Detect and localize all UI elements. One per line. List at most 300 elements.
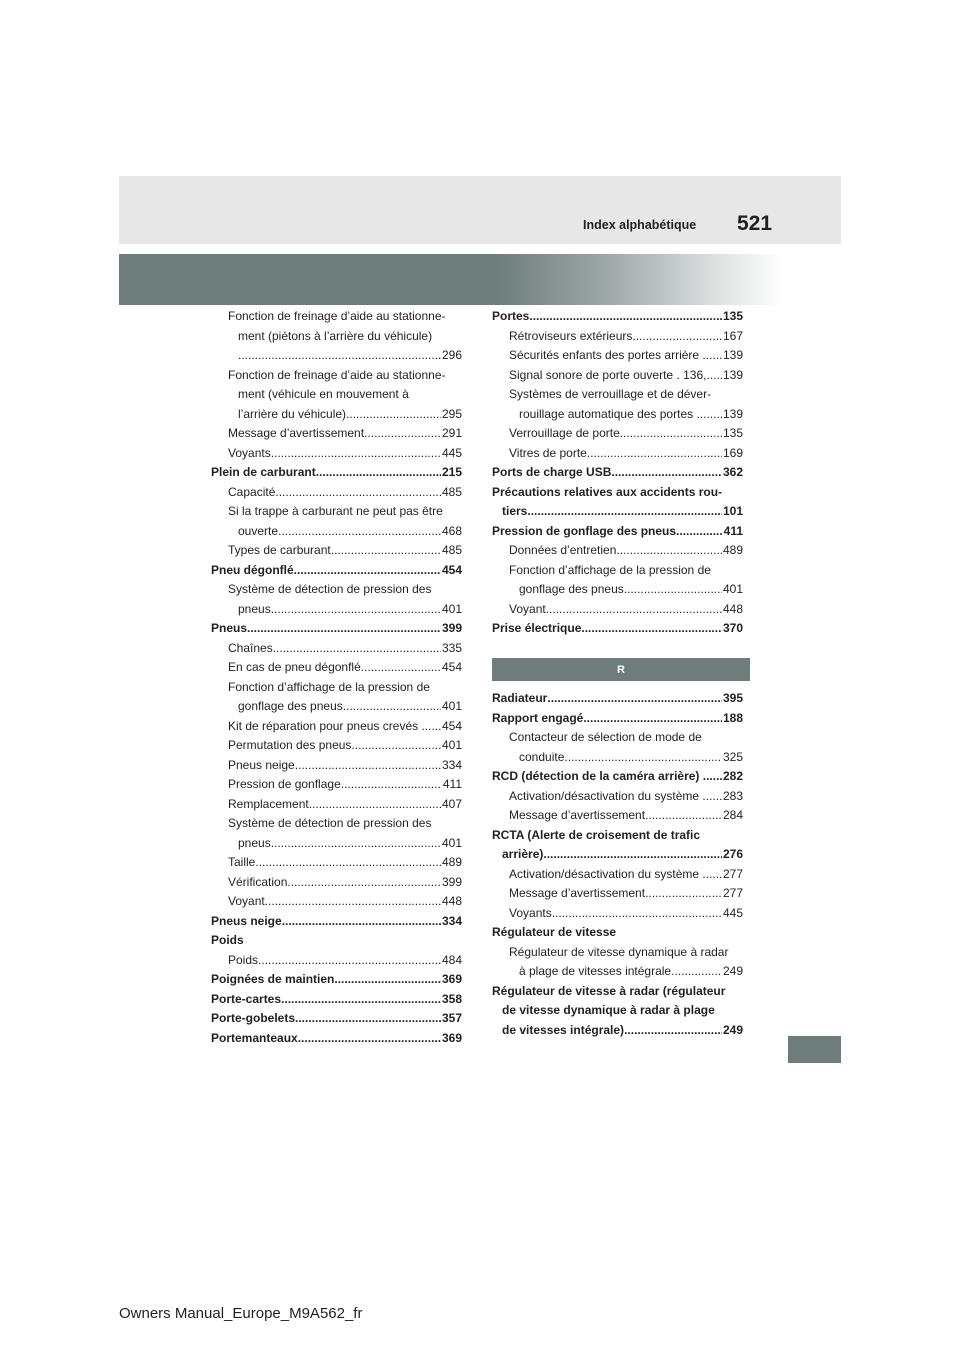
index-entry-line-last xyxy=(492,1021,743,1041)
index-entry-line-last xyxy=(228,346,462,366)
leader-dots xyxy=(361,658,441,678)
index-entry-text: Fonction d’affichage de la pression de xyxy=(509,562,711,577)
index-entry-text: l’arrière du véhicule) xyxy=(238,406,347,421)
index-entry xyxy=(211,1029,462,1049)
index-entry-line-last xyxy=(509,327,743,347)
index-entry-line xyxy=(492,1001,743,1021)
leader-dots xyxy=(247,619,441,639)
leader-dots xyxy=(671,962,722,982)
index-entry-text: RCTA (Alerte de croisement de trafic xyxy=(492,827,701,842)
index-entry-text: conduite xyxy=(519,749,565,764)
index-page-ref[interactable]: 325 xyxy=(722,749,743,764)
index-page-ref[interactable]: 411 xyxy=(442,777,462,791)
index-page-ref[interactable]: 489 xyxy=(441,855,462,869)
index-entry-text: Permutation des pneus xyxy=(228,738,352,752)
index-page-ref[interactable]: 139 xyxy=(722,406,743,421)
index-entry-text: Vérification xyxy=(228,874,288,889)
leader-dots xyxy=(527,502,722,522)
index-entry xyxy=(211,658,462,678)
index-entry-line-last xyxy=(228,795,462,815)
leader-dots xyxy=(611,463,722,483)
index-entry-line-last xyxy=(492,522,743,542)
index-entry-line xyxy=(492,483,743,503)
index-entry-line-last xyxy=(509,366,743,386)
index-page-ref[interactable]: 135 xyxy=(722,309,743,323)
index-entry-line-last xyxy=(211,931,462,951)
index-entry-line-last xyxy=(228,736,462,756)
index-entry-line-last xyxy=(492,502,743,522)
index-entry-line-last xyxy=(228,522,462,542)
index-page-ref[interactable]: 401 xyxy=(722,582,743,596)
index-entry xyxy=(492,483,743,522)
index-entry xyxy=(211,775,462,795)
index-column-left xyxy=(211,307,462,1048)
header-gradient-bar xyxy=(119,254,841,305)
index-entry-line xyxy=(228,580,462,600)
index-entry-text: Prise électrique xyxy=(492,621,582,635)
index-entry xyxy=(492,728,743,767)
index-page-ref[interactable]: 454 xyxy=(441,562,462,577)
leader-dots xyxy=(583,709,722,729)
leader-dots xyxy=(564,748,722,768)
index-page-ref[interactable]: 215 xyxy=(441,465,462,479)
leader-dots xyxy=(334,970,441,990)
index-entry xyxy=(211,717,462,737)
index-entry xyxy=(211,561,462,581)
index-entry xyxy=(492,385,743,424)
index-page-ref[interactable]: 489 xyxy=(722,543,743,557)
index-entry-line-last xyxy=(509,444,743,464)
leader-dots xyxy=(547,689,722,709)
index-entry xyxy=(211,444,462,464)
index-page-ref[interactable]: 448 xyxy=(441,894,462,908)
index-entry-line-last xyxy=(228,483,462,503)
index-entry-line-last xyxy=(509,346,743,366)
index-entry xyxy=(492,709,743,729)
index-entry-line-last xyxy=(211,619,462,639)
index-page-ref[interactable]: 401 xyxy=(441,601,462,616)
index-entry xyxy=(492,541,743,561)
index-entry xyxy=(492,444,743,464)
index-page-ref[interactable]: 167 xyxy=(722,328,743,343)
index-page-ref[interactable]: 445 xyxy=(441,445,462,460)
index-column-right-top xyxy=(492,307,743,639)
index-entry xyxy=(211,756,462,776)
leader-dots xyxy=(295,1009,441,1029)
leader-dots xyxy=(309,795,441,815)
index-entry xyxy=(492,787,743,807)
index-entry-line-last xyxy=(211,561,462,581)
index-entry-text: Fonction d’affichage de la pression de xyxy=(228,679,430,694)
index-entry xyxy=(211,736,462,756)
leader-dots xyxy=(425,717,441,737)
index-page-ref[interactable]: 448 xyxy=(722,601,743,616)
index-entry-text: Régulateur de vitesse xyxy=(492,925,617,939)
index-page-ref[interactable]: 296 xyxy=(441,348,462,362)
index-entry-text: Vitres de porte xyxy=(509,445,587,460)
index-page-ref[interactable]: 401 xyxy=(441,738,462,752)
index-entry-text: Si la trappe à carburant ne peut pas être xyxy=(228,504,443,518)
index-entry xyxy=(492,865,743,885)
index-entry-line-last xyxy=(228,405,462,425)
index-entry-text: Porte-cartes xyxy=(211,991,282,1006)
index-entry-line-last xyxy=(228,639,462,659)
index-entry xyxy=(211,795,462,815)
index-entry-line-last xyxy=(492,767,743,787)
leader-dots xyxy=(581,619,722,639)
leader-dots xyxy=(645,884,722,904)
index-entry xyxy=(211,424,462,444)
index-entry xyxy=(211,1009,462,1029)
index-entry-line xyxy=(228,385,462,405)
index-entry-text: Régulateur de vitesse à radar (régulateur xyxy=(492,983,726,998)
index-entry-text: Systèmes de verrouillage et de déver- xyxy=(509,387,712,401)
index-entry xyxy=(211,970,462,990)
index-page-ref[interactable]: 249 xyxy=(722,1022,743,1037)
index-entry-text: Activation/désactivation du système . xyxy=(509,866,706,881)
index-entry-line xyxy=(228,307,462,327)
leader-dots xyxy=(706,366,722,386)
index-page-ref[interactable]: 283 xyxy=(722,788,743,803)
index-entry-line-last xyxy=(228,834,462,854)
index-entry-line-last xyxy=(228,951,462,971)
index-page-ref[interactable]: 468 xyxy=(441,523,462,538)
index-entry xyxy=(492,424,743,444)
index-entry-text: Poids xyxy=(211,933,244,947)
index-page-ref[interactable]: 370 xyxy=(722,621,743,635)
index-entry-line-last xyxy=(228,697,462,717)
leader-dots xyxy=(273,639,441,659)
index-entry xyxy=(492,943,743,982)
index-entry-line xyxy=(228,814,462,834)
index-entry-line-last xyxy=(228,444,462,464)
index-entry-text: Voyant xyxy=(228,894,265,908)
footer-manual-id: Owners Manual_Europe_M9A562_fr xyxy=(119,1305,363,1322)
index-entry-line-last xyxy=(492,845,743,865)
index-entry-line xyxy=(492,982,743,1002)
index-entry-line-last xyxy=(228,658,462,678)
index-entry-text: Chaînes xyxy=(228,640,273,655)
index-entry xyxy=(492,826,743,865)
leader-dots xyxy=(706,787,722,807)
leader-dots xyxy=(282,912,441,932)
leader-dots xyxy=(278,522,441,542)
index-entry xyxy=(211,541,462,561)
index-entry-text: gonflage des pneus xyxy=(238,699,343,713)
leader-dots xyxy=(346,405,441,425)
index-entry-text: tiers xyxy=(502,504,528,518)
index-entry-text: Système de détection de pression des xyxy=(228,582,432,596)
index-entry-line xyxy=(509,943,743,963)
index-entry-text: Fonction de freinage d’aide au stationne- xyxy=(228,309,446,323)
index-entry-line-last xyxy=(228,717,462,737)
index-entry-text: Pneus neige xyxy=(228,757,295,772)
index-entry xyxy=(211,463,462,483)
index-entry-text: Remplacement xyxy=(228,796,309,811)
index-entry-line-last xyxy=(509,865,743,885)
index-entry xyxy=(492,463,743,483)
index-page-ref[interactable]: 399 xyxy=(441,621,462,635)
index-entry-text: Message d’avertissement xyxy=(509,886,646,900)
leader-dots xyxy=(287,873,441,893)
index-entry-line xyxy=(509,728,743,748)
index-entry-text: Sécurités enfants des portes arrière . xyxy=(509,348,706,362)
leader-dots xyxy=(543,845,722,865)
index-entry xyxy=(211,912,462,932)
index-page-ref[interactable]: 485 xyxy=(441,484,462,499)
index-entry xyxy=(211,502,462,541)
index-entry xyxy=(492,904,743,924)
index-entry xyxy=(492,561,743,600)
leader-dots xyxy=(587,444,722,464)
leader-dots xyxy=(632,327,722,347)
index-entry-text: Données d’entretien xyxy=(509,543,617,557)
leader-dots xyxy=(265,892,441,912)
index-entry xyxy=(492,307,743,327)
index-page-ref[interactable]: 249 xyxy=(722,964,743,978)
index-entry-text: Types de carburant xyxy=(228,543,331,557)
index-entry-line-last xyxy=(228,853,462,873)
index-entry-line-last xyxy=(211,1009,462,1029)
index-entry-text: Contacteur de sélection de mode de xyxy=(509,730,702,744)
index-entry-text: gonflage des pneus xyxy=(519,582,624,596)
index-column-right-bottom xyxy=(492,689,743,1040)
index-entry-text: Portes xyxy=(492,309,530,323)
leader-dots xyxy=(294,561,441,581)
leader-dots xyxy=(624,1021,722,1041)
index-page-ref[interactable]: 335 xyxy=(441,640,462,655)
index-entry-text: Signal sonore de porte ouverte . 136, xyxy=(509,367,707,382)
index-entry-text: Pneu dégonflé xyxy=(211,562,294,577)
index-entry-text: Activation/désactivation du système . xyxy=(509,788,706,803)
leader-dots xyxy=(316,463,441,483)
section-title: Index alphabétique xyxy=(583,218,697,232)
leader-dots xyxy=(271,444,441,464)
index-entry-text: arrière) xyxy=(502,847,544,861)
index-page-ref[interactable]: 401 xyxy=(441,835,462,850)
leader-dots xyxy=(351,736,441,756)
index-entry-text: Plein de carburant xyxy=(211,465,316,479)
index-entry-text: Ports de charge USB xyxy=(492,465,612,479)
index-entry xyxy=(492,366,743,386)
index-entry xyxy=(211,678,462,717)
index-entry-line-last xyxy=(492,709,743,729)
index-entry-line-last xyxy=(509,962,743,982)
index-entry xyxy=(211,951,462,971)
index-entry xyxy=(211,931,462,951)
index-entry xyxy=(492,806,743,826)
leader-dots xyxy=(624,580,722,600)
leader-dots xyxy=(258,951,441,971)
index-entry-text: rouillage automatique des portes ... xyxy=(519,406,707,421)
index-entry-line-last xyxy=(509,748,743,768)
leader-dots xyxy=(331,541,441,561)
index-page-ref[interactable]: 369 xyxy=(441,1030,462,1045)
leader-dots xyxy=(275,483,441,503)
index-entry-text: pneus xyxy=(238,835,271,850)
index-page-ref[interactable]: 369 xyxy=(441,972,462,986)
index-entry-text: pneus xyxy=(238,601,271,616)
index-entry-line-last xyxy=(509,424,743,444)
index-page-ref[interactable]: 411 xyxy=(723,523,743,538)
index-entry-text: Rétroviseurs extérieurs xyxy=(509,328,633,343)
index-entry-text: ment (piétons à l’arrière du véhicule) xyxy=(238,328,433,343)
leader-dots xyxy=(298,1029,441,1049)
index-page-ref[interactable]: 357 xyxy=(441,1011,462,1025)
index-entry-text: Système de détection de pression des xyxy=(228,816,432,830)
index-entry xyxy=(492,884,743,904)
index-page-ref[interactable]: 358 xyxy=(441,991,462,1006)
index-entry-line-last xyxy=(211,463,462,483)
index-entry-line-last xyxy=(492,307,743,327)
index-entry-text: Verrouillage de porte xyxy=(509,426,620,440)
index-entry xyxy=(492,522,743,542)
leader-dots xyxy=(343,697,441,717)
index-entry-line-last xyxy=(228,892,462,912)
index-entry-line xyxy=(228,327,462,347)
leader-dots xyxy=(271,834,441,854)
index-entry-text: Radiateur xyxy=(492,691,548,705)
index-entry-text: de vitesses intégrale) xyxy=(502,1022,625,1037)
letter-heading-r: R xyxy=(492,658,750,681)
index-entry xyxy=(211,307,462,366)
index-page-ref[interactable]: 454 xyxy=(441,660,462,674)
index-page-ref[interactable]: 445 xyxy=(722,905,743,920)
index-entry xyxy=(211,580,462,619)
index-entry xyxy=(211,483,462,503)
index-entry-line-last xyxy=(509,405,743,425)
index-entry-text: Régulateur de vitesse dynamique à radar xyxy=(509,944,729,959)
index-entry-text: Poignées de maintien xyxy=(211,972,335,986)
index-entry-text: Rapport engagé xyxy=(492,710,584,725)
index-page-ref[interactable]: 101 xyxy=(722,504,743,518)
index-page-ref[interactable]: 282 xyxy=(722,769,743,783)
leader-dots xyxy=(676,522,723,542)
index-entry-text: Portemanteaux xyxy=(211,1030,298,1045)
index-entry-line-last xyxy=(509,806,743,826)
index-entry-text: Message d’avertissement xyxy=(228,426,365,440)
index-entry-text: Pression de gonflage xyxy=(228,777,341,791)
index-entry-text: Voyant xyxy=(509,601,546,616)
index-page-ref[interactable]: 139 xyxy=(722,367,743,382)
index-entry xyxy=(211,892,462,912)
index-entry-line xyxy=(228,502,462,522)
index-entry-line-last xyxy=(509,787,743,807)
index-entry-line-last xyxy=(509,904,743,924)
index-entry xyxy=(211,639,462,659)
index-entry-line-last xyxy=(492,923,743,943)
index-entry-line-last xyxy=(228,873,462,893)
index-entry-text: Voyants xyxy=(228,445,271,460)
index-page-ref[interactable]: 484 xyxy=(441,952,462,967)
index-page-ref[interactable]: 362 xyxy=(722,465,743,479)
index-entry xyxy=(492,619,743,639)
index-entry-text: Poids xyxy=(228,952,259,967)
index-page-ref[interactable]: 291 xyxy=(441,426,462,440)
index-page-ref[interactable]: 276 xyxy=(722,847,743,861)
index-entry-text: Fonction de freinage d’aide au stationne- xyxy=(228,367,446,382)
leader-dots xyxy=(341,775,442,795)
index-entry-line-last xyxy=(211,1029,462,1049)
leader-dots xyxy=(238,346,441,366)
index-page-ref[interactable]: 188 xyxy=(722,710,743,725)
index-entry-line-last xyxy=(228,541,462,561)
index-entry-text: Kit de réparation pour pneus crevés . xyxy=(228,718,425,733)
index-entry-line-last xyxy=(211,990,462,1010)
index-entry-line xyxy=(228,366,462,386)
index-entry-line-last xyxy=(228,756,462,776)
index-entry-line-last xyxy=(228,424,462,444)
index-entry xyxy=(492,982,743,1041)
index-entry xyxy=(492,689,743,709)
index-entry-text: à plage de vitesses intégrale xyxy=(519,964,672,978)
index-entry-text: Précautions relatives aux accidents rou- xyxy=(492,484,723,499)
leader-dots xyxy=(271,600,441,620)
index-entry-text: Capacité xyxy=(228,484,276,499)
index-entry xyxy=(492,923,743,943)
index-entry-line-last xyxy=(509,600,743,620)
index-entry-line xyxy=(228,678,462,698)
index-entry-line-last xyxy=(492,463,743,483)
index-page-ref[interactable]: 277 xyxy=(722,886,743,900)
index-entry-line-last xyxy=(509,541,743,561)
leader-dots xyxy=(620,424,722,444)
index-page-ref[interactable]: 295 xyxy=(441,406,462,421)
index-entry xyxy=(211,873,462,893)
index-page-ref[interactable]: 399 xyxy=(441,874,462,889)
index-entry-line-last xyxy=(228,600,462,620)
index-entry xyxy=(211,366,462,425)
index-page-ref[interactable]: 401 xyxy=(441,699,462,713)
index-entry xyxy=(211,853,462,873)
index-entry-line xyxy=(509,561,743,581)
index-entry-text: Taille xyxy=(228,855,256,869)
index-entry-text: ouverte xyxy=(238,523,279,538)
index-entry-text: Pression de gonflage des pneus xyxy=(492,523,677,538)
index-entry-text: Voyants xyxy=(509,905,552,920)
index-entry-text: RCD (détection de la caméra arrière) . xyxy=(492,769,707,783)
index-entry xyxy=(211,619,462,639)
page-number: 521 xyxy=(737,212,773,235)
index-entry-line-last xyxy=(228,775,462,795)
index-page-ref[interactable]: 334 xyxy=(441,757,462,772)
index-entry-text: de vitesse dynamique à radar à plage xyxy=(502,1003,715,1017)
leader-dots xyxy=(706,346,722,366)
index-entry xyxy=(211,990,462,1010)
index-page-ref[interactable]: 284 xyxy=(722,808,743,822)
index-entry xyxy=(492,767,743,787)
index-entry xyxy=(211,814,462,853)
index-page-ref[interactable]: 334 xyxy=(441,913,462,928)
index-page-ref[interactable]: 169 xyxy=(722,445,743,460)
index-page-ref[interactable]: 485 xyxy=(441,543,462,557)
index-entry xyxy=(492,600,743,620)
index-entry-text: En cas de pneu dégonflé xyxy=(228,660,361,674)
index-entry-line xyxy=(509,385,743,405)
leader-dots xyxy=(529,307,722,327)
index-page-ref[interactable]: 139 xyxy=(722,348,743,362)
leader-dots xyxy=(546,600,722,620)
index-entry-line-last xyxy=(492,689,743,709)
index-entry-line-last xyxy=(509,884,743,904)
index-page-ref[interactable]: 135 xyxy=(722,426,743,440)
index-page-ref[interactable]: 277 xyxy=(722,866,743,881)
index-page-ref[interactable]: 407 xyxy=(441,796,462,811)
index-page-ref[interactable]: 454 xyxy=(441,718,462,733)
index-entry-line-last xyxy=(509,580,743,600)
index-page-ref[interactable]: 395 xyxy=(722,691,743,705)
index-entry xyxy=(492,346,743,366)
